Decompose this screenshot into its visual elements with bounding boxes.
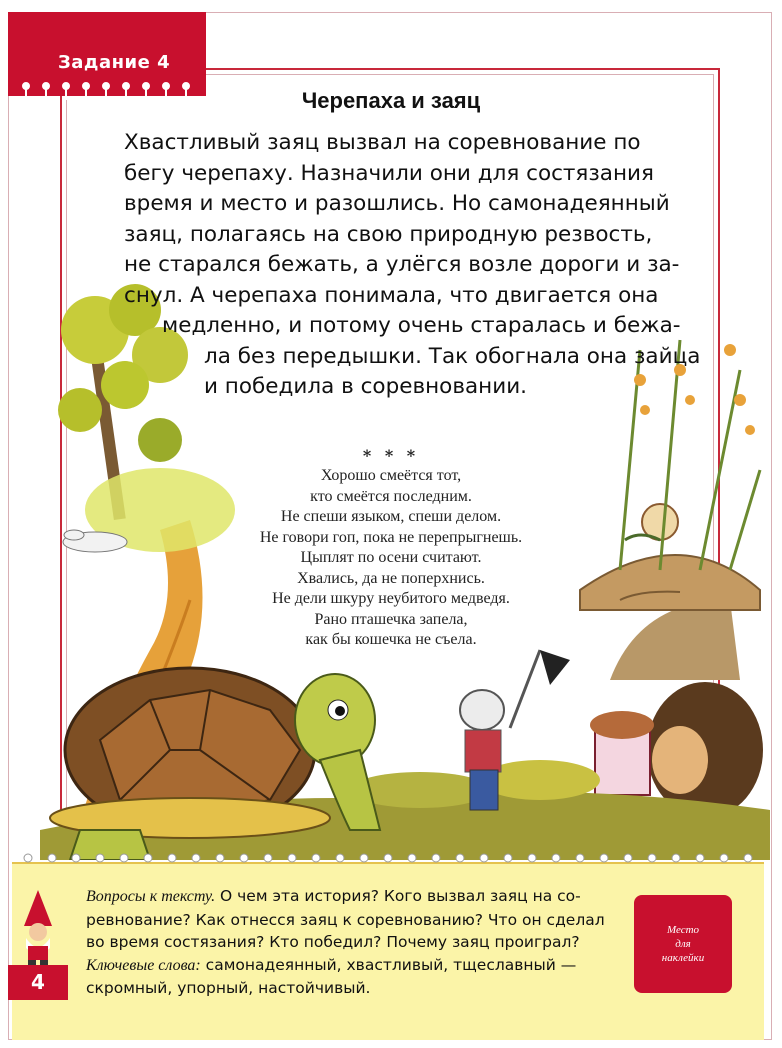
questions-label: Вопросы к тексту. (86, 888, 216, 905)
questions-line: ревнование? Как отнесся заяц к соревнованию? Что он сделал (86, 910, 605, 929)
binder-rings-bottom (12, 848, 764, 874)
proverb-line: Хорошо смеётся тот, (320, 467, 462, 484)
proverb-line: Не спеши языком, спеши делом. (280, 508, 502, 525)
sticker-placeholder (634, 895, 732, 993)
questions-line: во время состязания? Кто победил? Почему заяц проиграл? (86, 933, 580, 951)
sticker-label: Место (666, 924, 700, 936)
proverb-line: Хвались, да не поперхнись. (297, 569, 485, 587)
section-divider-stars: * * * (362, 446, 420, 465)
keywords-line: скромный, упорный, настойчивый. (86, 979, 371, 997)
questions-line: О чем эта история? Кого вызвал заяц на со- (220, 887, 581, 905)
story-line: и победила в соревновании. (204, 374, 528, 399)
story-line: ла без передышки. Так обогнала она зайца (204, 343, 701, 369)
proverb-line: Не говори гоп, пока не перепрыгнешь. (259, 528, 523, 546)
questions-text (86, 885, 626, 1000)
sticker-label: для (675, 938, 691, 950)
story-line: не старался бежать, а улёгся возле дороги и за- (124, 252, 680, 277)
proverb-line: Рано пташечка запела, (314, 610, 468, 628)
story-line: заяц, полагаясь на свою природную резвость, (124, 221, 653, 247)
story-line: медленно, и потому очень старалась и бежа- (162, 313, 681, 338)
proverbs-list (0, 466, 782, 651)
task-label: Задание 4 (58, 52, 171, 73)
story-line: время и место и разошлись. Но самонадеянный (124, 191, 670, 216)
keywords-line: самонадеянный, хвастливый, тщеславный — (205, 955, 577, 974)
proverb-line: кто смеётся последним. (310, 487, 472, 505)
keywords-label: Ключевые слова: (86, 956, 201, 974)
proverb-line: как бы кошечка не съела. (305, 631, 477, 648)
proverb-line: Не дели шкуру неубитого медведя. (272, 590, 510, 607)
gnome-icon (16, 888, 60, 968)
story-title: Черепаха и заяц (301, 88, 481, 113)
proverb-line: Цыплят по осени считают. (300, 549, 482, 566)
story-line: снул. А черепаха понимала, что двигается она (124, 282, 659, 308)
sticker-label: наклейки (661, 952, 705, 964)
story-line: бегу черепаху. Назначили они для состязания (124, 160, 654, 186)
story-line: Хвастливый заяц вызвал на соревнование по (124, 130, 641, 155)
page-number: 4 (8, 965, 68, 1000)
story-text (124, 128, 701, 403)
